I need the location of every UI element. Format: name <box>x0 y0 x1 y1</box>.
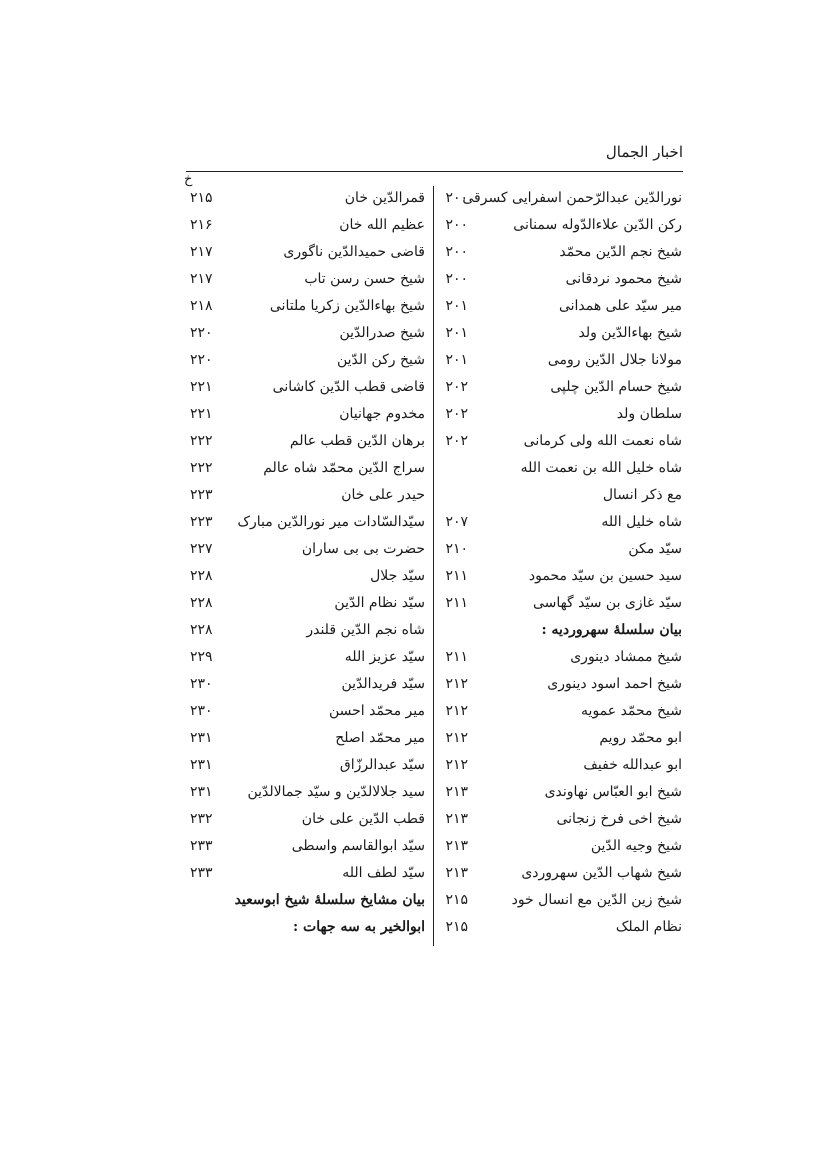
toc-row <box>0 401 826 428</box>
toc-entry-right: شیخ ابو العبّاس نهاوندی <box>544 784 682 800</box>
page-number-left: ۲۲۷ <box>190 541 213 557</box>
toc-entry-right: نورالدّین عبدالرّحمن اسفرایی کسرقی <box>462 190 682 206</box>
page-number-left: ۲۲۹ <box>190 649 213 665</box>
toc-entry-right: شیخ زین الدّین مع انسال خود <box>511 892 682 908</box>
page-number-right: ۲۰۲ <box>445 433 468 449</box>
page-number-right: ۲۱۳ <box>445 811 468 827</box>
toc-entry-right: سلطان ولد <box>616 406 682 422</box>
toc-entry-right: ابو عبدالله خفیف <box>583 757 682 773</box>
toc-entry-right: شیخ شهاب الدّین سهروردی <box>521 865 682 881</box>
page-number-right: ۲۱۲ <box>445 730 468 746</box>
toc-entry-left: سیّد عبدالرزّاق <box>339 757 425 773</box>
toc-entry-left: حیدر علی خان <box>341 487 425 503</box>
page-number-left: ۲۲۰ <box>190 325 213 341</box>
page-number-right: ۲۰۷ <box>445 514 468 530</box>
page-number-right: ۲۰۰ <box>445 271 468 287</box>
toc-entry-right: شاه خلیل الله <box>601 514 682 530</box>
toc-row <box>0 536 826 563</box>
toc-row <box>0 185 826 212</box>
toc-entry-left: برهان الدّین قطب عالم <box>289 433 425 449</box>
toc-entry-right: شیخ احمد اسود دینوری <box>547 676 682 692</box>
toc-entry-right: بیان سلسلهٔ سهروردیه : <box>541 622 682 638</box>
page-number-right: ۲۱۵ <box>445 892 468 908</box>
toc-entry-right: میر سیّد علی همدانی <box>558 298 682 314</box>
running-header-title: اخبار الجمال <box>605 143 683 161</box>
toc-entry-left: عظیم الله خان <box>339 217 425 233</box>
toc-entry-left: سیّد فریدالدّین <box>341 676 425 692</box>
page-number-left: ۲۳۳ <box>190 865 213 881</box>
toc-entry-right: نظام الملک <box>615 919 682 935</box>
page-number-right: ۲۰۲ <box>445 406 468 422</box>
toc-entry-left: سیّد لطف الله <box>342 865 425 881</box>
toc-entry-left: سیّد ابوالقاسم واسطی <box>291 838 425 854</box>
toc-entry-left: شیخ رکن الدّین <box>336 352 425 368</box>
page-number-left: ۲۱۶ <box>190 217 213 233</box>
toc-entry-left: بیان مشایخ سلسلهٔ شیخ ابوسعید <box>234 892 425 908</box>
toc-row <box>0 455 826 482</box>
page-number-right: ۲۰۲ <box>445 379 468 395</box>
toc-entry-right: شیخ وجیه الدّین <box>590 838 682 854</box>
page-number-right: ۲۱۲ <box>445 703 468 719</box>
toc-entry-left: میر محمّد احسن <box>328 703 425 719</box>
toc-entry-left: میر محمّد اصلح <box>335 730 425 746</box>
toc-entry-right: مولانا جلال الدّین رومی <box>547 352 682 368</box>
toc-entry-left: سیّد جلال <box>370 568 425 584</box>
toc-entry-left: حضرت بی بی ساران <box>301 541 425 557</box>
toc-entry-right: شیخ اخی فرخ زنجانی <box>556 811 682 827</box>
toc-row <box>0 833 826 860</box>
toc-row <box>0 266 826 293</box>
toc-entry-right: شیخ بهاءالدّین ولد <box>578 325 682 341</box>
page-number-left: ۲۲۱ <box>190 406 213 422</box>
page-number-right: ۲۱۲ <box>445 757 468 773</box>
toc-entry-right: شیخ ممشاد دینوری <box>570 649 682 665</box>
toc-entry-left: قاضی قطب الدّین کاشانی <box>272 379 425 395</box>
page-number-right: ۲۰۰ <box>445 217 468 233</box>
toc-entry-right: شیخ حسام الدّین چلپی <box>550 379 682 395</box>
page-number-left: ۲۳۰ <box>190 703 213 719</box>
page-number-left: ۲۲۲ <box>190 433 213 449</box>
page-number-right: ۲۱۳ <box>445 784 468 800</box>
page-number-right: ۲۱۱ <box>445 649 468 665</box>
toc-entry-left: سیّد نظام الدّین <box>334 595 425 611</box>
page-number-right: ۲۱۵ <box>445 919 468 935</box>
toc-entry-left: سراج الدّین محمّد شاه عالم <box>263 460 425 476</box>
page-number-right: ۲۱۰ <box>445 541 468 557</box>
page-number-left: ۲۳۰ <box>190 676 213 692</box>
toc-row <box>0 914 826 941</box>
toc-entry-right: ابو محمّد رویم <box>599 730 682 746</box>
running-header-letter: خ <box>184 172 193 187</box>
page-number-left: ۲۳۱ <box>190 730 213 746</box>
toc-row <box>0 482 826 509</box>
page-number-right: ۲۰۱ <box>445 352 468 368</box>
page-number-left: ۲۲۳ <box>190 487 213 503</box>
toc-row <box>0 293 826 320</box>
page-number-right: ۲۰۰ <box>445 244 468 260</box>
toc-entry-left: سید جلالالدّین و سیّد جمالالدّین <box>247 784 425 800</box>
page-number-left: ۲۲۸ <box>190 568 213 584</box>
page-number-left: ۲۲۰ <box>190 352 213 368</box>
page-number-left: ۲۳۳ <box>190 838 213 854</box>
page-number-right: ۲۱۳ <box>445 865 468 881</box>
page-number-left: ۲۳۱ <box>190 784 213 800</box>
page-number-right: ۲۱۲ <box>445 676 468 692</box>
page-number-right: ۲۱۳ <box>445 838 468 854</box>
page-number-left: ۲۲۳ <box>190 514 213 530</box>
toc-row <box>0 212 826 239</box>
toc-entry-left: شاه نجم الدّین قلندر <box>306 622 425 638</box>
toc-row <box>0 428 826 455</box>
toc-entry-left: قاضی حمیدالدّین ناگوری <box>283 244 425 260</box>
header-rule <box>186 171 683 172</box>
toc-entry-left: قمرالدّین خان <box>344 190 425 206</box>
toc-row <box>0 617 826 644</box>
page-number-left: ۲۲۸ <box>190 622 213 638</box>
toc-entry-left: سیّدالسّادات میر نورالدّین مبارک <box>237 514 425 530</box>
toc-entry-left: شیخ حسن رسن تاب <box>304 271 425 287</box>
toc-entry-right: شاه خلیل الله بن نعمت الله <box>520 460 682 476</box>
toc-row <box>0 806 826 833</box>
toc-row <box>0 860 826 887</box>
page-number-right: ۲۱۱ <box>445 595 468 611</box>
toc-row <box>0 239 826 266</box>
table-of-contents <box>0 185 826 941</box>
page-number-right: ۲۰۰ <box>445 190 468 206</box>
page-number-left: ۲۲۲ <box>190 460 213 476</box>
toc-row <box>0 752 826 779</box>
page-number-left: ۲۱۷ <box>190 271 213 287</box>
toc-row <box>0 347 826 374</box>
toc-row <box>0 887 826 914</box>
page-number-right: ۲۱۱ <box>445 568 468 584</box>
page-number-left: ۲۱۷ <box>190 244 213 260</box>
toc-row <box>0 698 826 725</box>
toc-row <box>0 374 826 401</box>
toc-entry-right: سیّد غازی بن سیّد گهاسی <box>532 595 682 611</box>
toc-entry-left: قطب الدّین علی خان <box>301 811 425 827</box>
toc-row <box>0 725 826 752</box>
toc-entry-right: مع ذکر انسال <box>602 487 682 503</box>
page-number-left: ۲۳۱ <box>190 757 213 773</box>
page-number-right: ۲۰۱ <box>445 298 468 314</box>
toc-entry-right: شیخ محمّد عمویه <box>581 703 682 719</box>
toc-entry-right: شیخ محمود نردقانی <box>565 271 682 287</box>
toc-row <box>0 779 826 806</box>
toc-entry-left: شیخ بهاءالدّین زکریا ملتانی <box>269 298 425 314</box>
toc-row <box>0 671 826 698</box>
page-number-right: ۲۰۱ <box>445 325 468 341</box>
page-number-left: ۲۱۸ <box>190 298 213 314</box>
toc-row <box>0 590 826 617</box>
toc-entry-right: شاه نعمت الله ولی کرمانی <box>523 433 682 449</box>
toc-row <box>0 509 826 536</box>
toc-entry-right: رکن الدّین علاءالدّوله سمنانی <box>513 217 682 233</box>
toc-row <box>0 563 826 590</box>
toc-entry-left: سیّد عزیز الله <box>344 649 425 665</box>
toc-row <box>0 320 826 347</box>
page-number-left: ۲۳۲ <box>190 811 213 827</box>
page-number-left: ۲۲۱ <box>190 379 213 395</box>
toc-entry-left: شیخ صدرالدّین <box>339 325 425 341</box>
toc-entry-left: ابوالخیر به سه جهات : <box>292 919 425 935</box>
page-number-left: ۲۲۸ <box>190 595 213 611</box>
toc-entry-right: سید حسین بن سیّد محمود <box>528 568 682 584</box>
toc-entry-left: مخدوم جهانیان <box>339 406 425 422</box>
toc-entry-right: سیّد مکن <box>628 541 682 557</box>
page-number-left: ۲۱۵ <box>190 190 213 206</box>
toc-row <box>0 644 826 671</box>
toc-entry-right: شیخ نجم الدّین محمّد <box>559 244 682 260</box>
